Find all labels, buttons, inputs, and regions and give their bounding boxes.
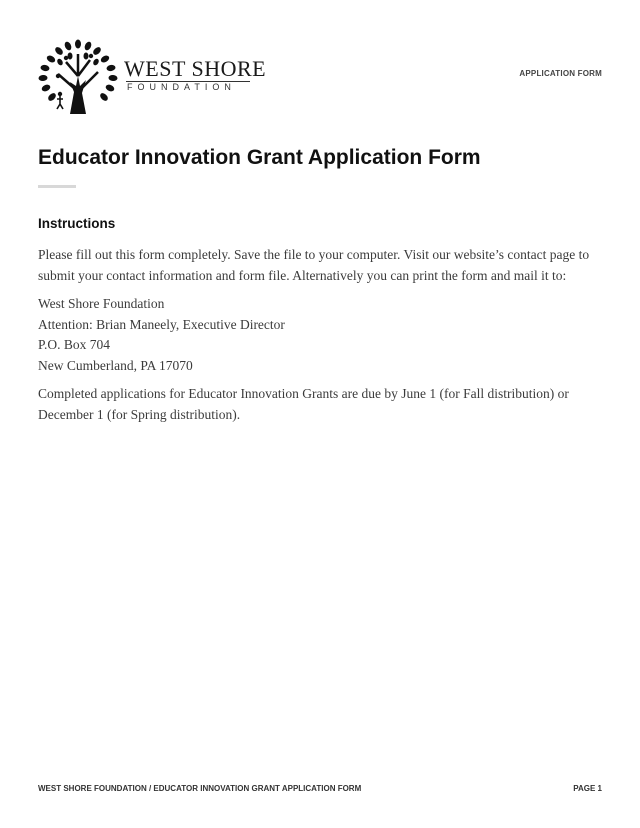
address-line: Attention: Brian Maneely, Executive Director bbox=[38, 316, 285, 332]
address-line: West Shore Foundation bbox=[38, 296, 165, 311]
instructions-paragraph: Please fill out this form completely. Save the file to your computer. Visit our website’s contact page to submit your contact information and form file. Alternatively you can print the form and mail it to: bbox=[38, 247, 590, 283]
header-label: APPLICATION FORM bbox=[519, 69, 602, 78]
mailing-address bbox=[38, 294, 606, 376]
logo-subtitle: FOUNDATION bbox=[127, 82, 236, 92]
foundation-logo bbox=[36, 36, 267, 116]
footer-document-title: WEST SHORE FOUNDATION / EDUCATOR INNOVATION GRANT APPLICATION FORM bbox=[38, 784, 362, 793]
deadline-paragraph: Completed applications for Educator Innovation Grants are due by June 1 (for Fall distribution) or December 1 (for Spring distribution). bbox=[38, 386, 569, 422]
page-title: Educator Innovation Grant Application Form bbox=[38, 146, 481, 169]
instructions-heading: Instructions bbox=[38, 216, 116, 231]
address-line: New Cumberland, PA 17070 bbox=[38, 357, 193, 373]
footer-page-number: PAGE 1 bbox=[573, 784, 602, 793]
title-underline bbox=[38, 185, 76, 188]
logo-wordmark: WEST SHORE bbox=[124, 56, 267, 81]
tree-icon bbox=[36, 36, 120, 116]
address-line: P.O. Box 704 bbox=[38, 337, 111, 352]
